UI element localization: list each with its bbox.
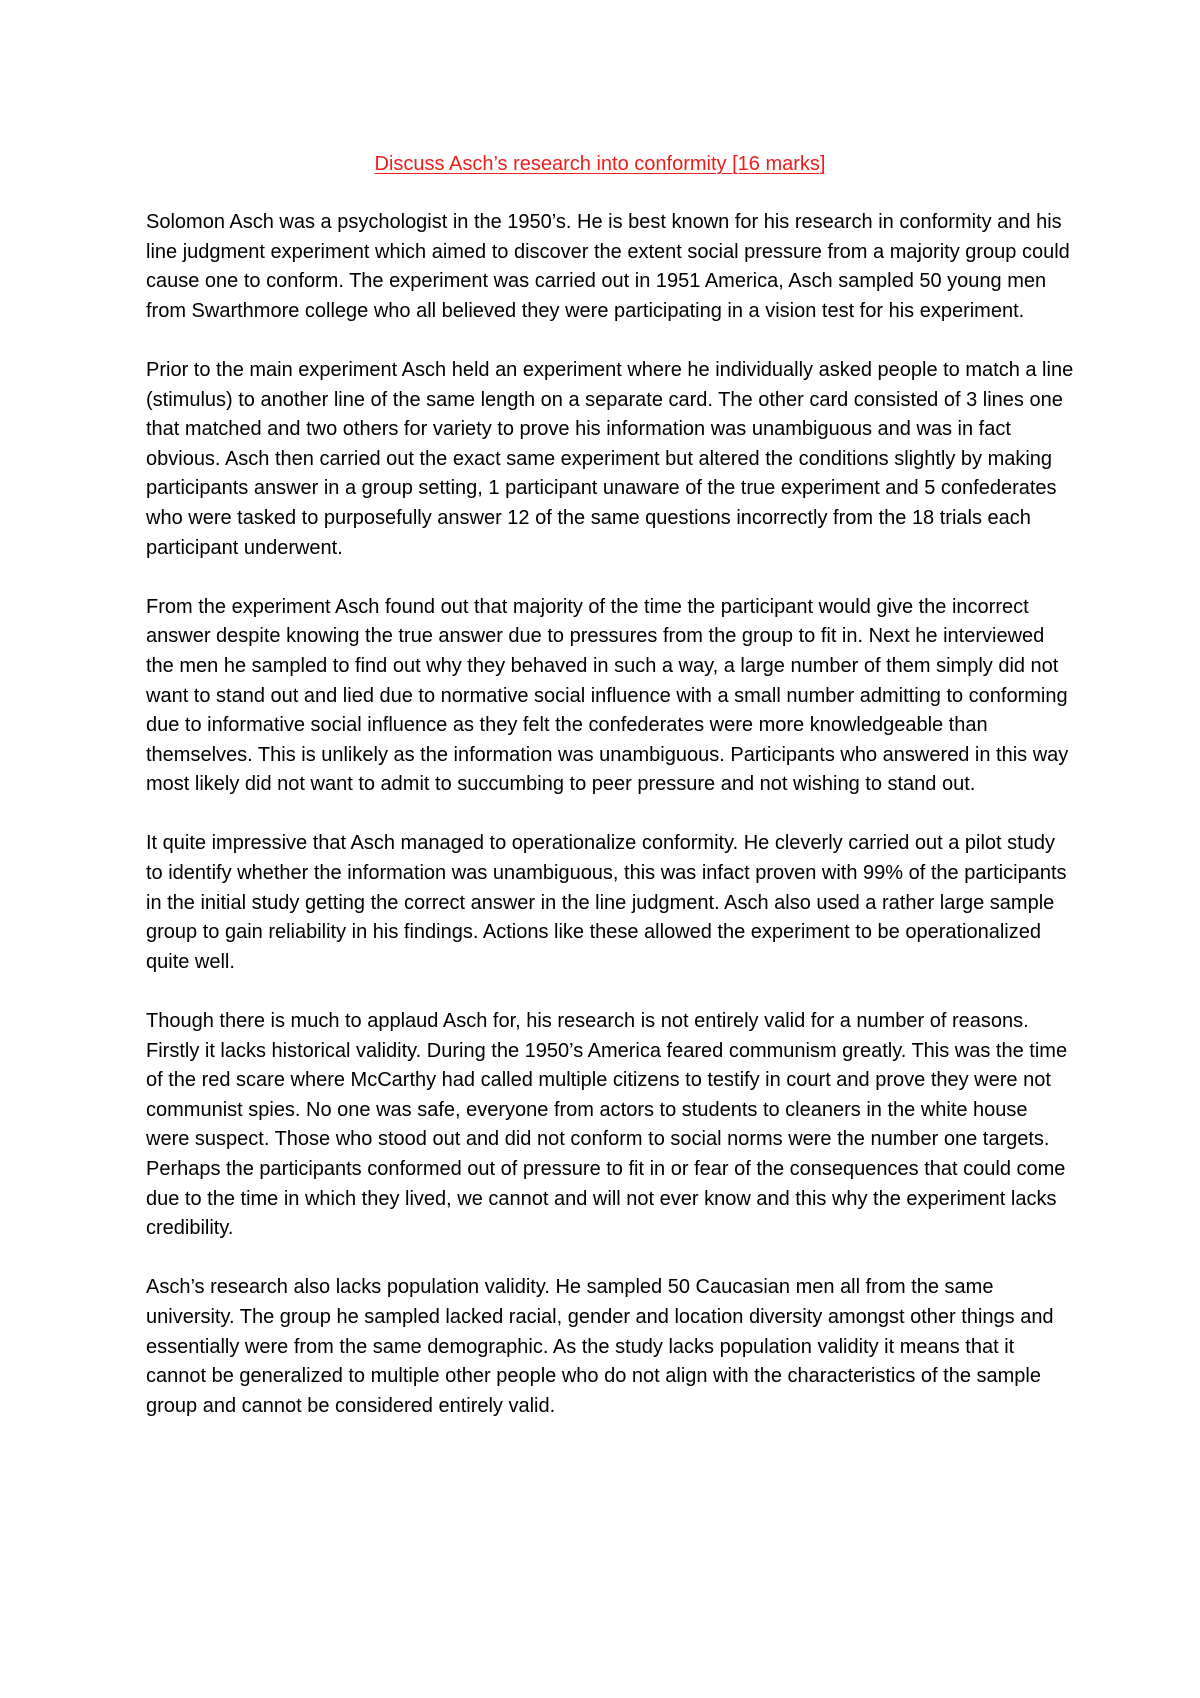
paragraph-findings: From the experiment Asch found out that majority of the time the participant would give the incorrect answer despite knowing the true answer due to pressures from the group to fit in. Next he interviewed the men he sampled to find out why they behaved in such a way, a large number of them simply did not want to stand out and lied due to normative social influence with a small number admitting to conforming due to informative social influence as they felt the confederates were more knowledgeable than themselves. This is unlikely as the information was unambiguous. Participants who answered in this way most likely did not want to admit to succumbing to peer pressure and not wishing to stand out. [146, 595, 1069, 796]
paragraph-procedure: Prior to the main experiment Asch held an experiment where he individually asked people to match a line (stimulus) to another line of the same length on a separate card. The other card consisted of 3 lines one that matched and two others for variety to prove his information was unambiguous and was in fact obvious. Asch then carried out the exact same experiment but altered the conditions slightly by making participants answer in a group setting, 1 participant unaware of the true experiment and 5 confederates who were tasked to purposefully answer 12 of the same questions incorrectly from the 18 trials each participant underwent. [146, 358, 1074, 559]
paragraph-population-validity: Asch’s research also lacks population validity. He sampled 50 Caucasian men all from the same university. The group he sampled lacked racial, gender and location diversity amongst other things and essentially were from the same demographic. As the study lacks population validity it means that it cannot be generalized to multiple other people who do not align with the characteristics of the sample group and cannot be considered entirely valid. [146, 1276, 1054, 1417]
document-title: Discuss Asch’s research into conformity [16 marks] [374, 153, 826, 175]
paragraph-intro: Solomon Asch was a psychologist in the 1950’s. He is best known for his research in conformity and his line judgment experiment which aimed to discover the extent social pressure from a majority group could cause one to conform. The experiment was carried out in 1951 America, Asch sampled 50 young men from Swarthmore college who all believed they were participating in a vision test for his experiment. [146, 211, 1070, 322]
document-body [146, 208, 1074, 1451]
paragraph-historical-validity: Though there is much to applaud Asch for, his research is not entirely valid for a number of reasons. Firstly it lacks historical validity. During the 1950’s America feared communism greatly. This was the time of the red scare where McCarthy had called multiple citizens to testify in court and prove they were not communist spies. No one was safe, everyone from actors to students to cleaners in the white house were suspect. Those who stood out and did not conform to social norms were the number one targets. Perhaps the participants conformed out of pressure to fit in or fear of the consequences that could come due to the time in which they lived, we cannot and will not ever know and this why the experiment lacks credibility. [146, 1010, 1068, 1240]
paragraph-strengths: It quite impressive that Asch managed to operationalize conformity. He cleverly carried out a pilot study to identify whether the information was unambiguous, this was infact proven with 99% of the participants in the initial study getting the correct answer in the line judgment. Asch also used a rather large sample group to gain reliability in his findings. Actions like these allowed the experiment to be operationalized quite well. [146, 832, 1067, 973]
